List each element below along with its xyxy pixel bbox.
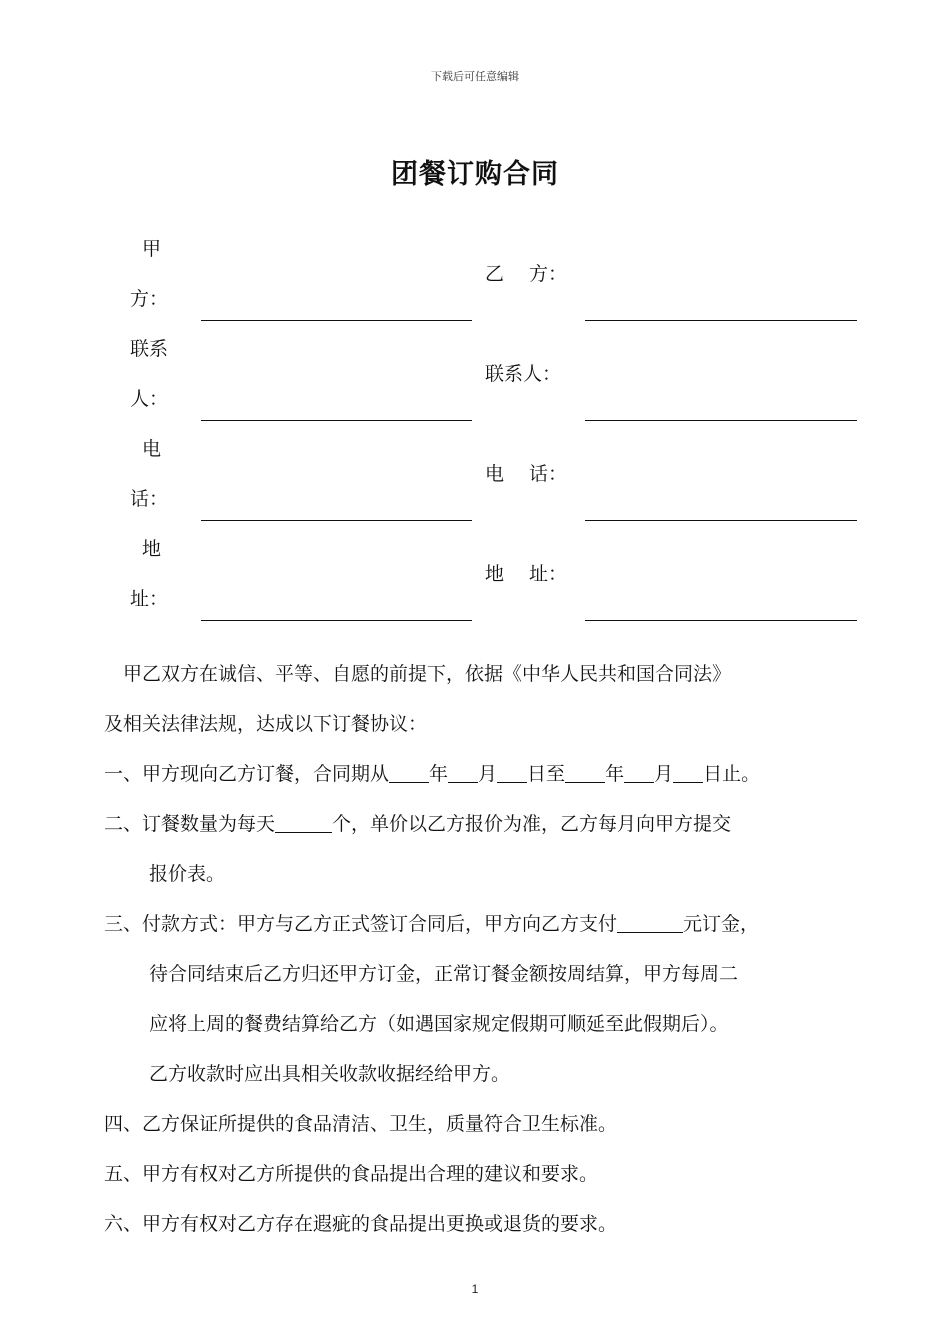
contact-a-label-top: 联系 <box>130 338 169 360</box>
party-b-name-field[interactable] <box>585 320 857 321</box>
clause-3 <box>104 909 759 936</box>
party-row-address <box>0 532 950 632</box>
party-row-contact <box>0 332 950 432</box>
contact-a-label-bottom: 人： <box>130 388 169 410</box>
start-month-blank[interactable] <box>448 763 478 783</box>
address-b-field[interactable] <box>585 620 857 621</box>
address-a-label-bottom: 址： <box>130 588 169 610</box>
daily-quantity-blank[interactable] <box>275 813 332 833</box>
clause-5: 五、甲方有权对乙方所提供的食品提出合理的建议和要求。 <box>104 1163 599 1185</box>
end-month-blank[interactable] <box>624 763 654 783</box>
contact-b-field[interactable] <box>585 420 857 421</box>
page-header: 下载后可任意编辑 <box>431 70 519 83</box>
clause-1 <box>104 759 760 786</box>
clause-3-line-4: 乙方收款时应出具相关收款收据经给甲方。 <box>149 1063 511 1085</box>
address-a-field[interactable] <box>201 620 472 621</box>
clause-1-day-label: 日至 <box>527 763 566 785</box>
clause-6: 六、甲方有权对乙方存在遐疵的食品提出更换或退货的要求。 <box>104 1213 618 1235</box>
phone-a-label-top: 电 <box>142 438 162 460</box>
clause-3-text-a: 三、付款方式：甲方与乙方正式签订合同后，甲方向乙方支付 <box>104 913 618 935</box>
party-row-name <box>0 232 950 332</box>
contact-b-label: 联系人： <box>485 363 562 385</box>
intro-line-2: 及相关法律法规，达成以下订餐协议： <box>104 713 428 735</box>
page-number: 1 <box>471 1282 479 1296</box>
start-day-blank[interactable] <box>497 763 527 783</box>
clause-2-text-a: 二、订餐数量为每天 <box>104 813 276 835</box>
party-a-name-field[interactable] <box>201 320 472 321</box>
phone-a-label-bottom: 话： <box>130 488 169 510</box>
end-year-blank[interactable] <box>565 763 605 783</box>
clause-1-month-label: 月 <box>478 763 498 785</box>
clause-4: 四、乙方保证所提供的食品清洁、卫生，质量符合卫生标准。 <box>104 1113 618 1135</box>
clause-2-line-2: 报价表。 <box>149 863 226 885</box>
clause-2-text-b: 个，单价以乙方报价为准，乙方每月向甲方提交 <box>332 813 732 835</box>
phone-a-field[interactable] <box>201 520 472 521</box>
intro-line-1: 甲乙双方在诚信、平等、自愿的前提下，依据《中华人民共和国合同法》 <box>123 663 732 685</box>
deposit-amount-blank[interactable] <box>617 913 683 933</box>
clause-2 <box>104 809 731 836</box>
clause-1-year-label: 年 <box>429 763 449 785</box>
clause-3-text-b: 元订金， <box>683 913 760 935</box>
contract-title: 团餐订购合同 <box>391 159 559 190</box>
phone-b-field[interactable] <box>585 520 857 521</box>
clause-1-text: 一、甲方现向乙方订餐，合同期从 <box>104 763 390 785</box>
contact-a-field[interactable] <box>201 420 472 421</box>
party-b-label: 乙 方： <box>485 263 568 285</box>
end-day-blank[interactable] <box>673 763 703 783</box>
party-row-phone <box>0 432 950 532</box>
clause-1-end-month-label: 月 <box>654 763 674 785</box>
clause-3-line-2: 待合同结束后乙方归还甲方订金，正常订餐金额按周结算，甲方每周二 <box>149 963 739 985</box>
address-b-label: 地 址： <box>485 563 568 585</box>
clause-1-end-day-label: 日止。 <box>703 763 761 785</box>
phone-b-label: 电 话： <box>485 463 568 485</box>
party-a-label-top: 甲 <box>142 238 162 260</box>
party-a-label-bottom: 方： <box>130 288 169 310</box>
clause-1-end-year-label: 年 <box>605 763 625 785</box>
clause-3-line-3: 应将上周的餐费结算给乙方（如遇国家规定假期可顺延至此假期后）。 <box>149 1013 729 1035</box>
start-year-blank[interactable] <box>389 763 429 783</box>
address-a-label-top: 地 <box>142 538 162 560</box>
